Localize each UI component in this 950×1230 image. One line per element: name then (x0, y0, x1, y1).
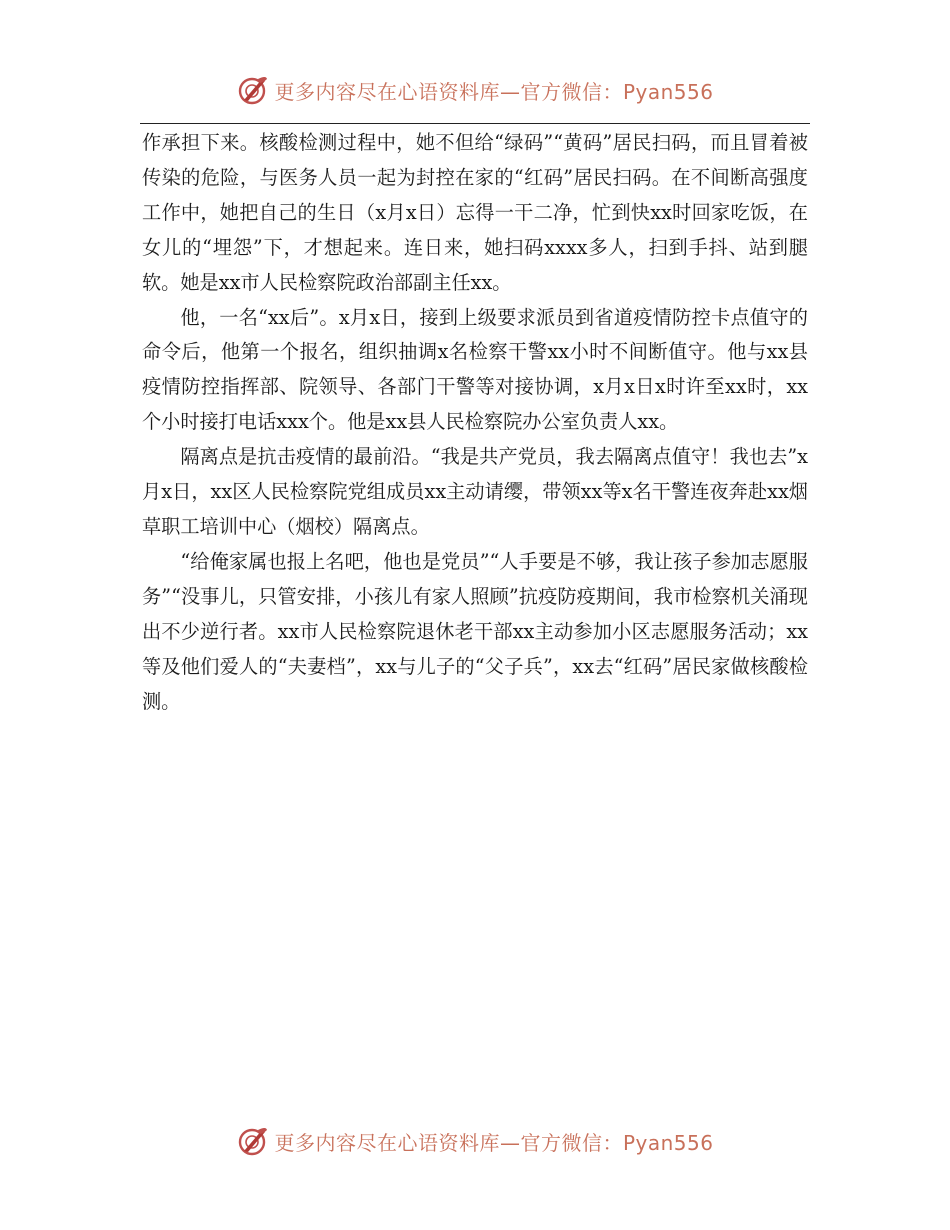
paragraph-1: 作承担下来。核酸检测过程中，她不但给“绿码”“黄码”居民扫码，而且冒着被传染的危险，与医务人员一起为封控在家的“红码”居民扫码。在不间断高强度工作中，她把自己的生日（x月x日）忘得一干二净，忙到快xx时回家吃饭，在女儿的“埋怨”下，才想起来。连日来，她扫码xxxx多人，扫到手抖、站到腿软。她是xx市人民检察院政治部副主任xx。 (142, 131, 808, 294)
header-rule (140, 123, 810, 124)
header-banner (0, 70, 950, 110)
footer-banner (0, 1121, 950, 1161)
document-body (142, 126, 808, 719)
footer-banner-text: 更多内容尽在心语资料库—官方微信：Pyan556 (274, 1130, 714, 1155)
paragraph-3: 隔离点是抗击疫情的最前沿。“我是共产党员，我去隔离点值守！我也去”x月x日，xx区人民检察院党组成员xx主动请缨，带领xx等x名干警连夜奔赴xx烟草职工培训中心（烟校）隔离点。 (142, 445, 808, 538)
paragraph-4: “给俺家属也报上名吧，他也是党员”“人手要是不够，我让孩子参加志愿服务”“没事儿，只管安排，小孩儿有家人照顾”抗疫防疫期间，我市检察机关涌现出不少逆行者。xx市人民检察院退休老干部xx主动参加小区志愿服务活动；xx等及他们爱人的“夫妻档”，xx与儿子的“父子兵”，xx去“红码”居民家做核酸检测。 (142, 549, 808, 713)
header-banner-text: 更多内容尽在心语资料库—官方微信：Pyan556 (274, 79, 714, 104)
quill-circle-icon (236, 73, 270, 107)
quill-circle-icon (236, 1124, 270, 1158)
paragraph-2: 他，一名“xx后”。x月x日，接到上级要求派员到省道疫情防控卡点值守的命令后，他第一个报名，组织抽调x名检察干警xx小时不间断值守。他与xx县疫情防控指挥部、院领导、各部门干警等对接协调，x月x日x时许至xx时，xx个小时接打电话xxx个。他是xx县人民检察院办公室负责人xx。 (142, 305, 808, 434)
